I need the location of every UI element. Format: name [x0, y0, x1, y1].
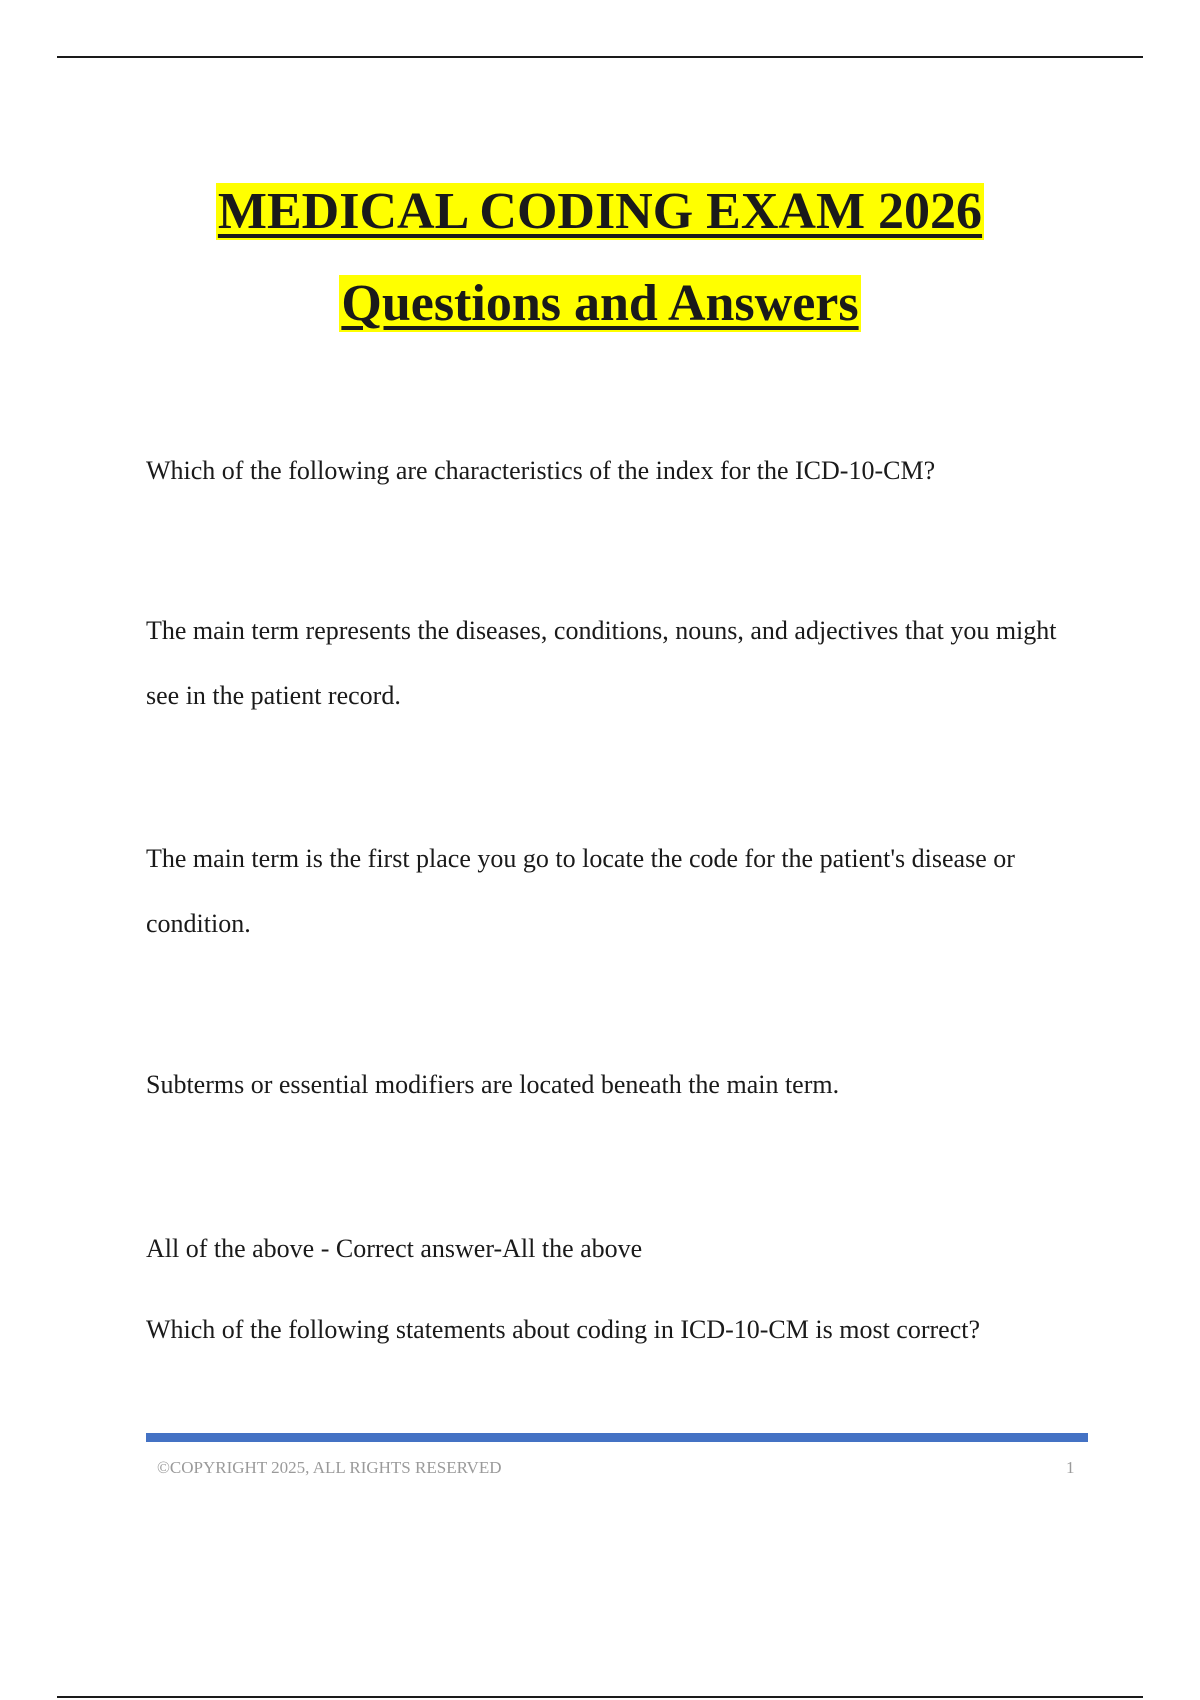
footer-copyright: ©COPYRIGHT 2025, ALL RIGHTS RESERVED [157, 1458, 502, 1477]
question-2: Which of the following statements about coding in ICD-10-CM is most correct? [146, 1315, 980, 1344]
title-line-1: MEDICAL CODING EXAM 2026 [217, 183, 983, 240]
question-1: Which of the following are characteristics of the index for the ICD-10-CM? [146, 456, 936, 485]
page-number: 1 [1066, 1458, 1075, 1477]
page-subtitle [0, 272, 1200, 336]
option-1: The main term represents the diseases, conditions, nouns, and adjectives that you might see in the patient record. [146, 616, 1057, 710]
title-line-2: Questions and Answers [341, 275, 859, 332]
answer-line: All of the above - Correct answer-All the above [146, 1234, 643, 1263]
bottom-rule [57, 1696, 1143, 1698]
option-3: Subterms or essential modifiers are located beneath the main term. [146, 1070, 840, 1099]
top-rule [57, 56, 1143, 58]
page-title [0, 180, 1200, 244]
footer-divider [146, 1433, 1088, 1442]
option-2: The main term is the first place you go to locate the code for the patient's disease or condition. [146, 844, 1015, 938]
